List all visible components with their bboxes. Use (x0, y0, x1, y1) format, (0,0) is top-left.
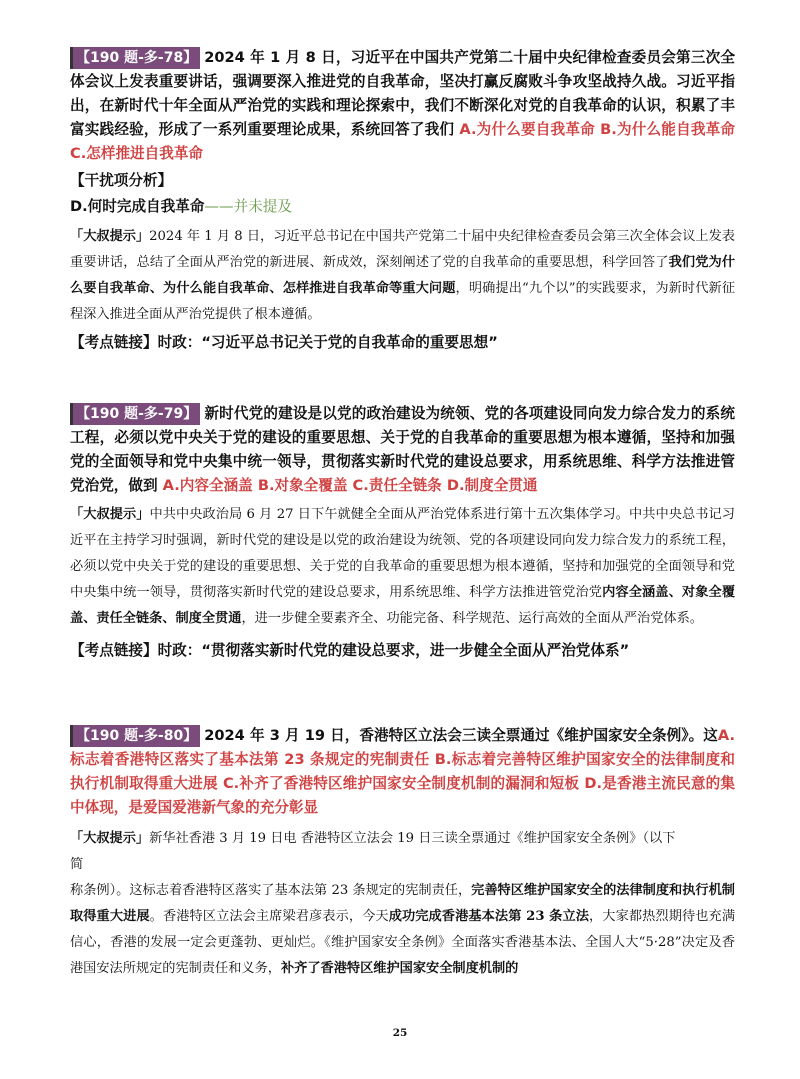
question-79-stem-paragraph (70, 402, 735, 498)
question-80-stem-paragraph (70, 724, 735, 820)
question-stem: 2024 年 1 月 8 日，习近平在中国共产党第二十届中央纪律检查委员会第三次全体会议上发表重要讲话，强调要深入推进党的自我革命，坚决打赢反腐败斗争攻坚战持久战。习近平指出，在新时代十年全面从严治党的实践和理论探索中，我们不断深化对党的自我革命的认识，积累了丰富实践经验，形成了一系列重要理论成果，系统回答了我们 (70, 49, 735, 138)
tip-label: 「大叔提示」 (70, 831, 150, 846)
question-tag: 【190 题-多-79】 (70, 403, 200, 425)
distractor-note: ——并未提及 (204, 198, 292, 215)
tip-text: 称条例）。这标志着香港特区落实了基本法第 23 条规定的宪制责任， (70, 883, 472, 898)
exam-point-link: 【考点链接】时政：“贯彻落实新时代党的建设总要求，进一步健全全面从严治党体系” (70, 642, 630, 659)
tip-highlight: 成功完成香港基本法第 23 条立法 (388, 909, 590, 924)
distractor-item: D.何时完成自我革命 (70, 198, 205, 215)
tip-paragraph (70, 224, 735, 328)
question-tag: 【190 题-多-78】 (70, 47, 200, 69)
tip-highlight: 补齐了香港特区维护国家安全制度机制的 (281, 961, 519, 976)
question-tag: 【190 题-多-80】 (70, 725, 200, 747)
distractor-heading: 【干扰项分析】 (70, 172, 173, 189)
tip-text: 。香港特区立法会主席梁君彦表示，今天 (149, 909, 389, 924)
page-number: 25 (392, 1027, 408, 1039)
question-stem: 2024 年 3 月 19 日，香港特区立法会三读全票通过《维护国家安全条例》。这 (204, 727, 718, 744)
tip-text: ，进一步健全要素齐全、功能完备、科学规范、运行高效的全面从严治党体系。 (241, 611, 703, 626)
question-78-stem-paragraph (70, 46, 735, 166)
exam-point-link: 【考点链接】时政：“习近平总书记关于党的自我革命的重要思想” (70, 334, 498, 351)
question-79 (70, 402, 735, 664)
tip-text: ，明确提出“九个以”的实践要求，为新时代新征程深入推进全面从严治党提供了根本遵循。 (70, 281, 736, 322)
answer-options: A.内容全涵盖 B.对象全覆盖 C.责任全链条 D.制度全贯通 (162, 477, 538, 494)
tip-header-line (70, 826, 735, 852)
tip-text: 新华社香港 3 月 19 日电 香港特区立法会 19 日三读全票通过《维护国家安全条例》（以下 (149, 831, 676, 846)
question-80 (70, 724, 735, 982)
tip-highlight: 完善特区维护国家安全的法律制度和执行机制取得重大进展 (70, 883, 735, 924)
answer-options: A.标志着香港特区落实了基本法第 23 条规定的宪制责任 B.标志着完善特区维护国家安全的法律制度和执行机制取得重大进展 C.补齐了香港特区维护国家安全制度机制的漏洞和短板 D.是香港主流民意的集中体现，是爱国爱港新气象的充分彰显 (70, 727, 735, 816)
tip-highlight: 内容全涵盖、对象全覆盖、责任全链条、制度全贯通 (70, 585, 736, 626)
question-78 (70, 46, 735, 356)
tip-highlight: 我们党为什么要自我革命、为什么能自我革命、怎样推进自我革命等重大问题 (70, 255, 736, 296)
tip-wrap-line: 简 (70, 857, 84, 872)
distractor-analysis (70, 194, 735, 220)
tip-text: 2024 年 1 月 8 日，习近平总书记在中国共产党第二十届中央纪律检查委员会第三次全体会议上发表重要讲话，总结了全面从严治党的新进展、新成效，深刻阐述了党的自我革命的重要思想，科学回答了 (70, 229, 735, 270)
answer-options: A.为什么要自我革命 B.为什么能自我革命 C.怎样推进自我革命 (70, 121, 735, 162)
tip-text: ，大家都热烈期待也充满信心，香港的发展一定会更蓬勃、更灿烂。《维护国家安全条例》全面落实香港基本法、全国人大“5·28”决定及香港国安法所规定的宪制责任和义务， (70, 909, 736, 976)
tip-label: 「大叔提示」 (70, 229, 150, 244)
tip-paragraph (70, 878, 735, 982)
tip-label: 「大叔提示」 (70, 507, 150, 522)
tip-text: 中共中央政治局 6 月 27 日下午就健全全面从严治党体系进行第十五次集体学习。中共中央总书记习近平在主持学习时强调，新时代党的建设是以党的政治建设为统领、党的各项建设同向发力综合发力的系统工程，必须以党中央关于党的建设的重要思想、关于党的自我革命的重要思想为根本遵循，坚持和加强党的全面领导和党中央集中统一领导，贯彻落实新时代党的建设总要求，用系统思维、科学方法推进管党治党 (70, 507, 735, 600)
question-stem: 新时代党的建设是以党的政治建设为统领、党的各项建设同向发力综合发力的系统工程，必须以党中央关于党的建设的重要思想、关于党的自我革命的重要思想为根本遵循，坚持和加强党的全面领导和党中央集中统一领导，贯彻落实新时代党的建设总要求，用系统思维、科学方法推进管党治党，做到 (70, 405, 735, 494)
tip-paragraph (70, 502, 735, 632)
